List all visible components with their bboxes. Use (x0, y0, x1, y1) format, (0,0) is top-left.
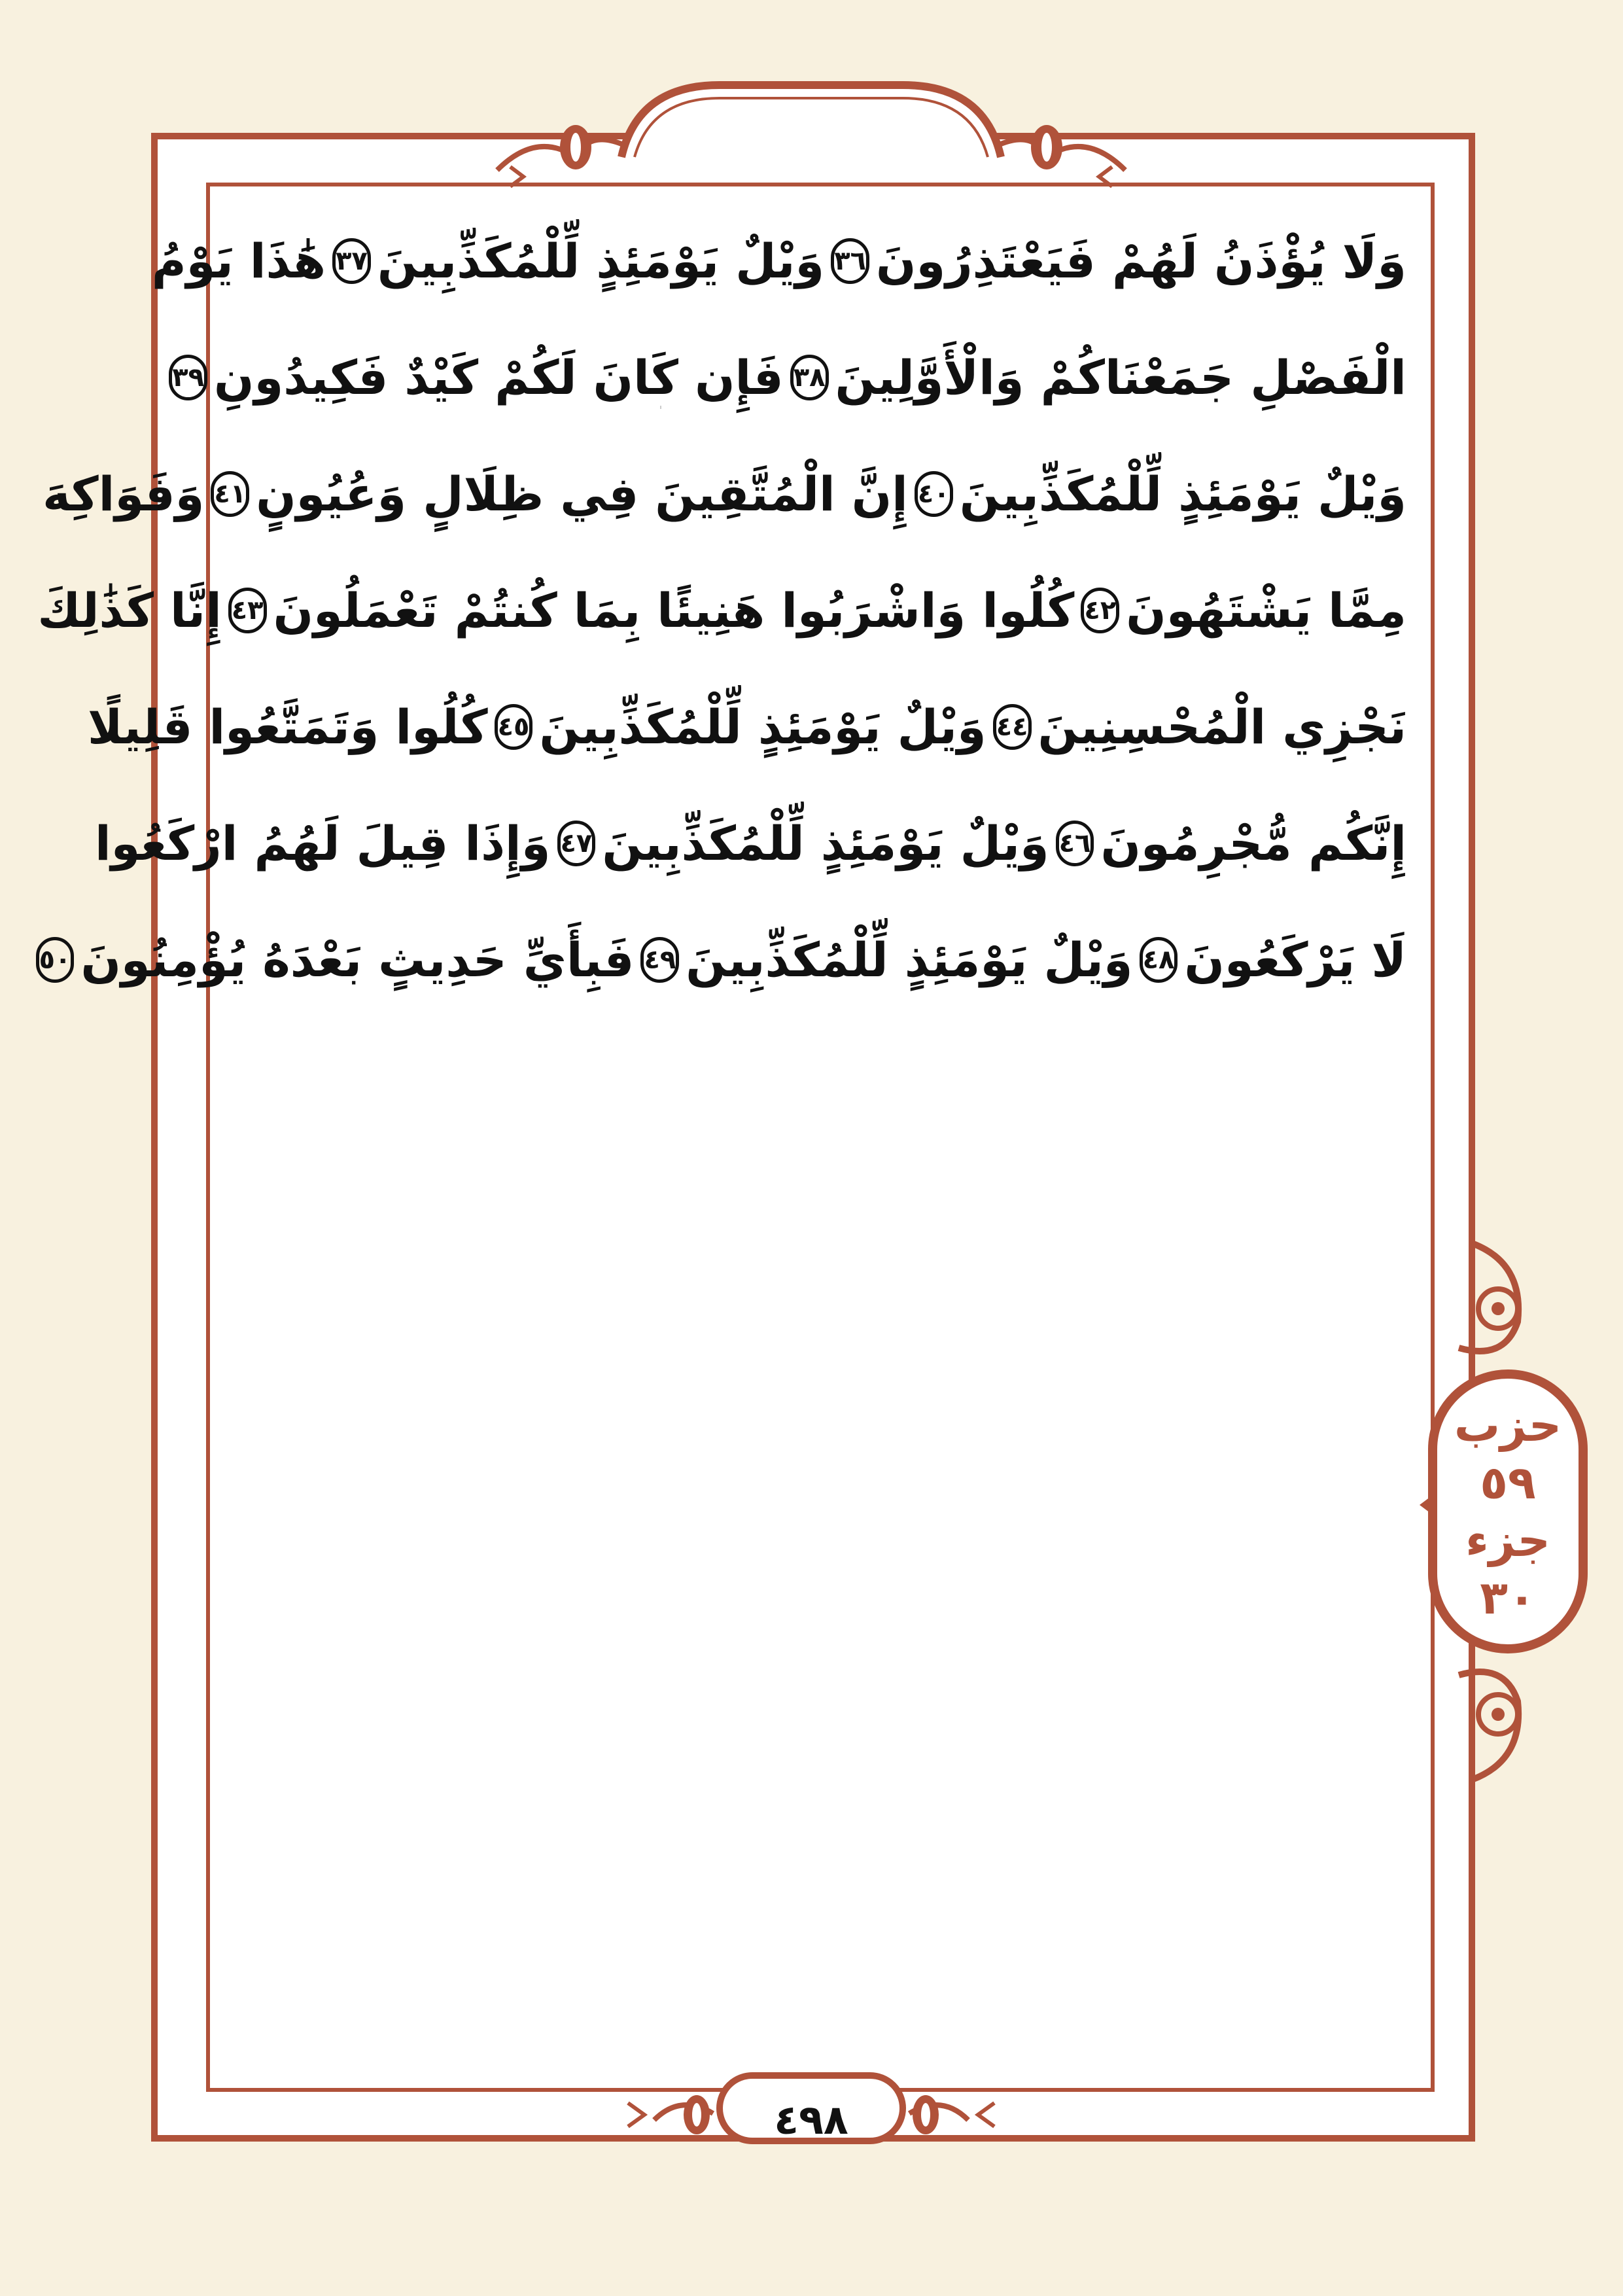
verse-text: لَا يَرْكَعُونَ (1184, 932, 1406, 987)
verse-text: إِنَّكُم مُّجْرِمُونَ (1100, 816, 1406, 871)
text-line-5 (87, 669, 1406, 785)
verse-text: مِمَّا يَشْتَهُونَ (1126, 583, 1406, 638)
verse-text: وَيْلٌ يَوْمَئِذٍ لِّلْمُكَذِّبِينَ (686, 932, 1133, 987)
ayah-number-marker: ٤٣ (228, 588, 267, 633)
verse-text: هَٰذَا يَوْمُ (151, 234, 326, 289)
hizb-label: حزب (1454, 1398, 1562, 1452)
ayah-number-marker: ٤٦ (1056, 821, 1094, 866)
ayah-number-marker: ٤٤ (993, 704, 1032, 750)
ayah-number-marker: ٣٧ (332, 238, 371, 284)
text-line-6 (94, 785, 1406, 902)
ayah-number-marker: ٤٠ (915, 471, 953, 517)
text-line-3 (43, 436, 1406, 552)
verse-text: وَيْلٌ يَوْمَئِذٍ لِّلْمُكَذِّبِينَ (959, 467, 1406, 521)
juz-label: جزء (1465, 1513, 1550, 1567)
ayah-number-marker: ٣٩ (169, 355, 207, 400)
verse-text: وَيْلٌ يَوْمَئِذٍ لِّلْمُكَذِّبِينَ (602, 816, 1049, 871)
text-line-7 (39, 902, 1406, 1018)
ayah-number-marker: ٤٨ (1140, 937, 1178, 983)
verse-text: وَيْلٌ يَوْمَئِذٍ لِّلْمُكَذِّبِينَ (539, 699, 986, 754)
juz-number: ٣٠ (1480, 1571, 1536, 1625)
verse-text: نَجْزِي الْمُحْسِنِينَ (1038, 699, 1406, 754)
verse-text: وَإِذَا قِيلَ لَهُمُ ارْكَعُوا (94, 816, 551, 871)
text-line-2 (172, 319, 1406, 436)
verse-text: وَفَوَاكِهَ (43, 467, 205, 521)
verse-text: كُلُوا وَتَمَتَّعُوا قَلِيلًا (87, 699, 488, 754)
text-line-4 (37, 552, 1406, 669)
quran-text-block (37, 203, 1406, 1139)
ayah-number-marker: ٣٦ (831, 238, 869, 284)
verse-text: فَبِأَيِّ حَدِيثٍ بَعْدَهُ يُؤْمِنُونَ (80, 932, 635, 987)
ayah-number-marker: ٤٩ (640, 937, 679, 983)
text-line-1 (151, 203, 1406, 319)
ayah-number-marker: ٤٧ (557, 821, 596, 866)
verse-text: وَلَا يُؤْذَنُ لَهُمْ فَيَعْتَذِرُونَ (876, 234, 1406, 289)
verse-text: إِنَّ الْمُتَّقِينَ فِي ظِلَالٍ وَعُيُونٍ (256, 467, 908, 521)
verse-text: فَإِن كَانَ لَكُمْ كَيْدٌ فَكِيدُونِ (214, 350, 784, 405)
verse-text: إِنَّا كَذَٰلِكَ (37, 583, 222, 638)
hizb-number: ٥٩ (1480, 1456, 1536, 1510)
ayah-number-marker: ٤١ (211, 471, 249, 517)
hizb-juz-label (1433, 1381, 1583, 1642)
verse-text: وَيْلٌ يَوْمَئِذٍ لِّلْمُكَذِّبِينَ (377, 234, 825, 289)
ayah-number-marker: ٥٠ (36, 937, 75, 983)
ayah-number-marker: ٣٨ (790, 355, 829, 400)
verse-text: كُلُوا وَاشْرَبُوا هَنِيئًا بِمَا كُنتُمْ تَعْمَلُونَ (273, 583, 1075, 638)
verse-text: الْفَصْلِ جَمَعْنَاكُمْ وَالْأَوَّلِينَ (835, 350, 1406, 405)
page-number: ٤٩٨ (774, 2095, 848, 2144)
ayah-number-marker: ٤٥ (495, 704, 533, 750)
ayah-number-marker: ٤٢ (1081, 588, 1119, 633)
